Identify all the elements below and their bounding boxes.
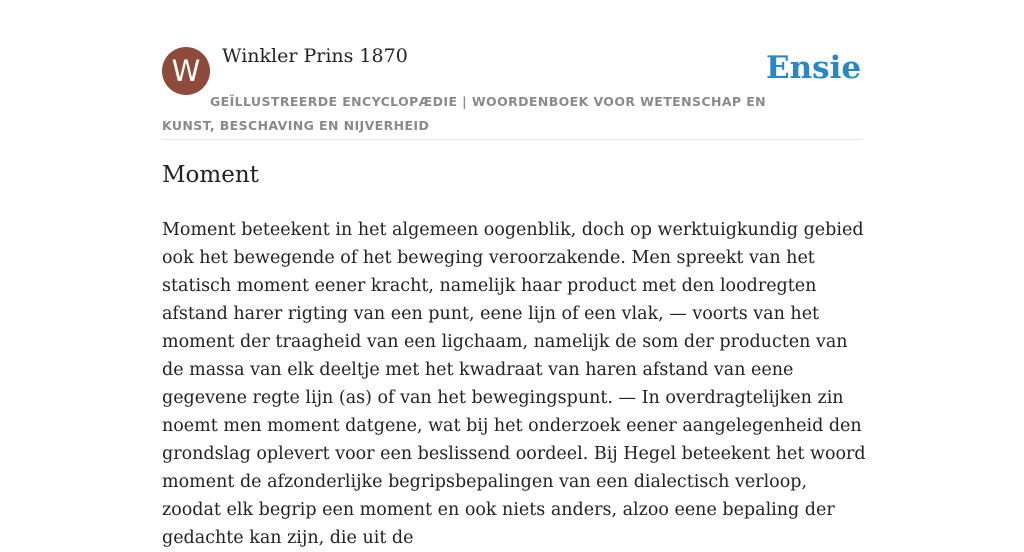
source-title[interactable]: Winkler Prins 1870 (222, 45, 408, 67)
header-divider (162, 139, 862, 140)
entry-title: Moment (162, 162, 259, 188)
source-avatar[interactable]: W (162, 47, 210, 95)
brand-logo[interactable]: Ensie (766, 50, 862, 86)
source-subtitle: GEÏLLUSTREERDE ENCYCLOPÆDIE | WOORDENBOEK VOOR WETENSCHAP EN KUNST, BESCHAVING EN NIJVERHEID (162, 94, 767, 133)
entry-body: Moment beteekent in het algemeen oogenblik, doch op werktuigkundig gebied ook het bewegende of het beweging veroorzakende. Men spreekt van het statisch moment eener kracht, namelijk haar product met den loodregten afstand harer rigting van een punt, eene lijn of een vlak, — voorts van het moment der traagheid van een ligchaam, namelijk de som der producten van de massa van elk deeltje met het kwadraat van haren afstand van eene gegevene regte lijn (as) of van het bewegingspunt. — In overdragtelijken zin noemt men moment datgene, wat bij het onderzoek eener aangelegenheid den grondslag oplevert voor een beslissend oordeel. Bij Hegel beteekent het woord moment de afzonderlijke begripsbepalingen van een dialectisch verloop, zoodat elk begrip een moment en ook niets anders, alzoo eene bepaling der gedachte kan zijn, die uit de (162, 220, 866, 548)
